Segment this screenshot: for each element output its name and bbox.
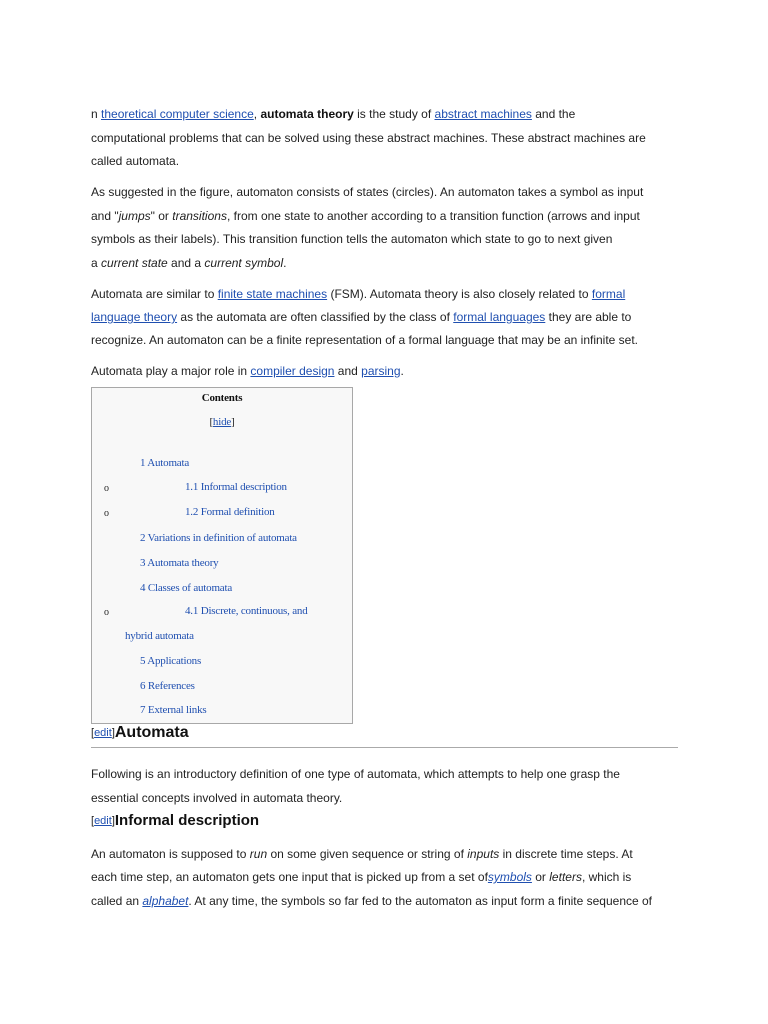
text: Automata are similar to <box>91 287 218 301</box>
link-formal-language-theory-cont[interactable]: language theory <box>91 310 178 324</box>
informal-line-1 <box>91 846 633 862</box>
bracket: ] <box>111 815 115 827</box>
fsm-line-3: recognize. An automaton can be a finite representation of a formal language that may be an infinite set. <box>91 333 639 347</box>
text: Automata play a major role in <box>91 364 251 378</box>
toc-bullet: o <box>104 607 109 618</box>
text: as the automata are often classified by the class of <box>177 310 454 324</box>
text: , which is <box>581 870 632 884</box>
term-run: run <box>249 847 268 861</box>
toc-item-variations[interactable]: 2 Variations in definition of automata <box>140 532 297 544</box>
text: is the study of <box>353 107 435 121</box>
bracket: [ <box>91 727 95 739</box>
toc-item-external-links[interactable]: 7 External links <box>140 704 207 716</box>
link-formal-languages[interactable]: formal languages <box>453 310 546 324</box>
intro-line-1 <box>91 106 575 122</box>
link-abstract-machines[interactable]: abstract machines <box>434 107 532 121</box>
bracket: ] <box>111 727 115 739</box>
text: n <box>91 107 102 121</box>
role-line <box>91 363 404 379</box>
toc-item-automata[interactable]: 1 Automata <box>140 457 190 469</box>
text: called an <box>91 894 143 908</box>
figure-line-2 <box>91 208 640 224</box>
toc-bullet: o <box>104 483 109 494</box>
toc-item-informal-description[interactable]: 1.1 Informal description <box>185 481 287 493</box>
toc-item-references[interactable]: 6 References <box>140 680 195 692</box>
toc-item-hybrid-automata[interactable]: hybrid automata <box>125 630 194 642</box>
toc-item-automata-theory[interactable]: 3 Automata theory <box>140 557 219 569</box>
toc-hide-toggle <box>92 416 352 428</box>
section-title: Informal description <box>114 812 260 829</box>
section-heading-automata <box>91 724 189 742</box>
figure-line-4 <box>91 255 286 271</box>
automata-line-1: Following is an introductory definition of one type of automata, which attempts to help one grasp the <box>91 767 620 781</box>
text: a <box>91 256 102 270</box>
link-parsing[interactable]: parsing <box>361 364 401 378</box>
toc-bullet: o <box>104 508 109 519</box>
toc-item-classes[interactable]: 4 Classes of automata <box>140 582 233 594</box>
bracket: [ <box>209 416 213 428</box>
link-formal-language-theory[interactable]: formal <box>591 287 626 301</box>
toc-hide-link[interactable]: hide <box>212 416 232 428</box>
term-current-symbol: current symbol <box>204 256 284 270</box>
text: or <box>531 870 550 884</box>
edit-link[interactable]: edit <box>94 815 112 827</box>
fsm-line-2 <box>91 309 631 325</box>
text: " or <box>150 209 173 223</box>
link-symbols[interactable]: symbols <box>487 870 532 884</box>
term-current-state: current state <box>101 256 168 270</box>
term-letters: letters <box>549 870 582 884</box>
edit-link-wrapper <box>91 815 115 827</box>
link-alphabet[interactable]: alphabet <box>142 894 189 908</box>
fsm-line-1 <box>91 286 625 302</box>
bracket: ] <box>231 416 235 428</box>
text: . <box>400 364 404 378</box>
section-heading-informal-description <box>91 812 259 829</box>
text: and " <box>91 209 119 223</box>
text: , from one state to another according to a transition function (arrows and input <box>226 209 640 223</box>
edit-link-wrapper <box>91 727 115 739</box>
text: (FSM). Automata theory is also closely related to <box>327 287 592 301</box>
term-transitions: transitions <box>172 209 227 223</box>
text: each time step, an automaton gets one input that is picked up from a set of <box>91 870 488 884</box>
section-title: Automata <box>114 724 189 741</box>
text: they are able to <box>545 310 632 324</box>
term-automata-theory: automata theory <box>260 107 354 121</box>
automata-line-2: essential concepts involved in automata theory. <box>91 791 343 805</box>
text: , <box>253 107 261 121</box>
bracket: [ <box>91 815 95 827</box>
toc-item-applications[interactable]: 5 Applications <box>140 655 202 667</box>
term-inputs: inputs <box>467 847 500 861</box>
toc-item-formal-definition[interactable]: 1.2 Formal definition <box>185 506 275 518</box>
edit-link[interactable]: edit <box>94 727 112 739</box>
text: An automaton is supposed to <box>91 847 250 861</box>
link-compiler-design[interactable]: compiler design <box>250 364 335 378</box>
figure-line-1: As suggested in the figure, automaton consists of states (circles). An automaton takes a symbol as input <box>91 185 644 199</box>
toc-item-discrete-continuous[interactable]: 4.1 Discrete, continuous, and <box>185 605 308 617</box>
figure-line-3: symbols as their labels). This transition function tells the automaton which state to go to next given <box>91 232 613 246</box>
text: and a <box>167 256 205 270</box>
text: and the <box>531 107 576 121</box>
intro-line-3: called automata. <box>91 154 180 168</box>
link-finite-state-machines[interactable]: finite state machines <box>217 287 328 301</box>
link-theoretical-computer-science[interactable]: theoretical computer science <box>101 107 254 121</box>
text: . <box>283 256 287 270</box>
table-of-contents <box>91 387 353 724</box>
text: on some given sequence or string of <box>267 847 468 861</box>
heading-divider <box>91 747 678 748</box>
intro-line-2: computational problems that can be solved using these abstract machines. These abstract machines are <box>91 131 646 145</box>
text: and <box>334 364 362 378</box>
text: . At any time, the symbols so far fed to the automaton as input form a finite sequence of <box>188 894 653 908</box>
informal-line-2 <box>91 869 631 885</box>
text: in discrete time steps. At <box>499 847 633 861</box>
term-jumps: jumps <box>118 209 151 223</box>
toc-title: Contents <box>201 392 243 404</box>
informal-line-3 <box>91 893 652 909</box>
